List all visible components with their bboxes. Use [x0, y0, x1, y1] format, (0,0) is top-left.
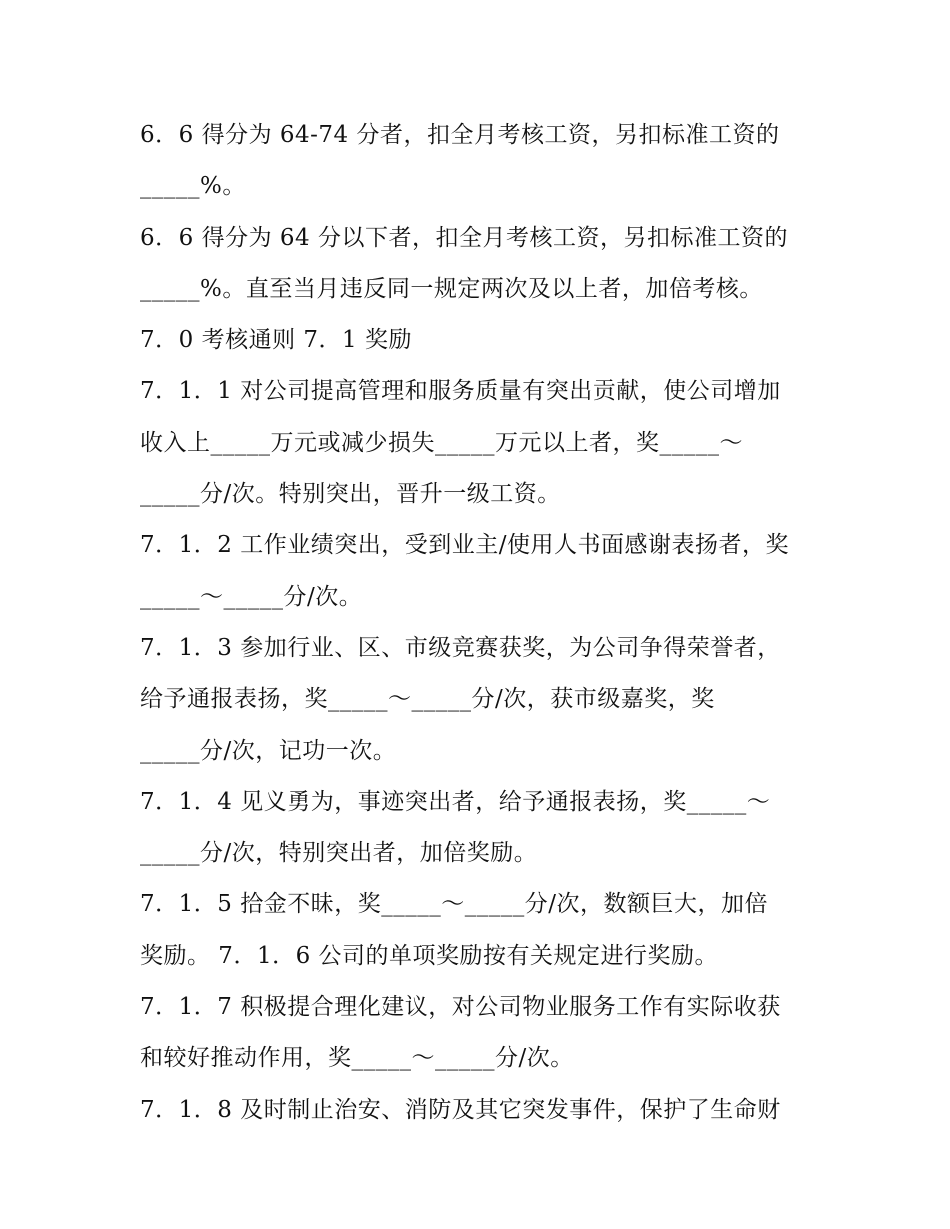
text-line: 7．1．3 参加行业、区、市级竞赛获奖，为公司争得荣誉者， [140, 634, 781, 661]
text-line: 和较好推动作用，奖_____～_____分/次。 [140, 1045, 574, 1072]
text-line: 7．1．5 拾金不昧，奖_____～_____分/次，数额巨大，加倍 [140, 891, 768, 918]
text-line: 6．6 得分为 64-74 分者，扣全月考核工资，另扣标准工资的 [140, 122, 780, 148]
text-line: 给予通报表扬，奖_____～_____分/次，获市级嘉奖，奖 [140, 686, 715, 713]
text-line: 奖励。 7．1．6 公司的单项奖励按有关规定进行奖励。 [140, 942, 719, 969]
text-line: 6．6 得分为 64 分以下者，扣全月考核工资，另扣标准工资的 [140, 224, 788, 251]
text-line: _____分/次，特别突出者，加倍奖励。 [140, 840, 538, 867]
text-line: 7．1．4 见义勇为，事迹突出者，给予通报表扬，奖_____～ [140, 788, 771, 815]
text-line: _____分/次，记功一次。 [140, 737, 397, 764]
text-line: 7．1．7 积极提合理化建议，对公司物业服务工作有实际收获 [140, 994, 781, 1021]
section-heading: 7．0 考核通则 7．1 奖励 [140, 327, 412, 354]
text-line: 7．1．8 及时制止治安、消防及其它突发事件，保护了生命财 [140, 1096, 781, 1123]
text-line: 收入上_____万元或减少损失_____万元以上者，奖_____～ [140, 429, 743, 456]
text-line: 7．1．1 对公司提高管理和服务质量有突出贡献，使公司增加 [140, 378, 781, 405]
text-line: 7．1．2 工作业绩突出，受到业主/使用人书面感谢表扬者，奖 [140, 532, 789, 559]
text-line: _____%。直至当月违反同一规定两次及以上者，加倍考核。 [140, 275, 763, 302]
text-line: _____%。 [140, 173, 246, 200]
text-line: _____～_____分/次。 [140, 583, 363, 610]
document-page [140, 110, 830, 1136]
text-line: _____分/次。特别突出，晋升一级工资。 [140, 481, 561, 508]
